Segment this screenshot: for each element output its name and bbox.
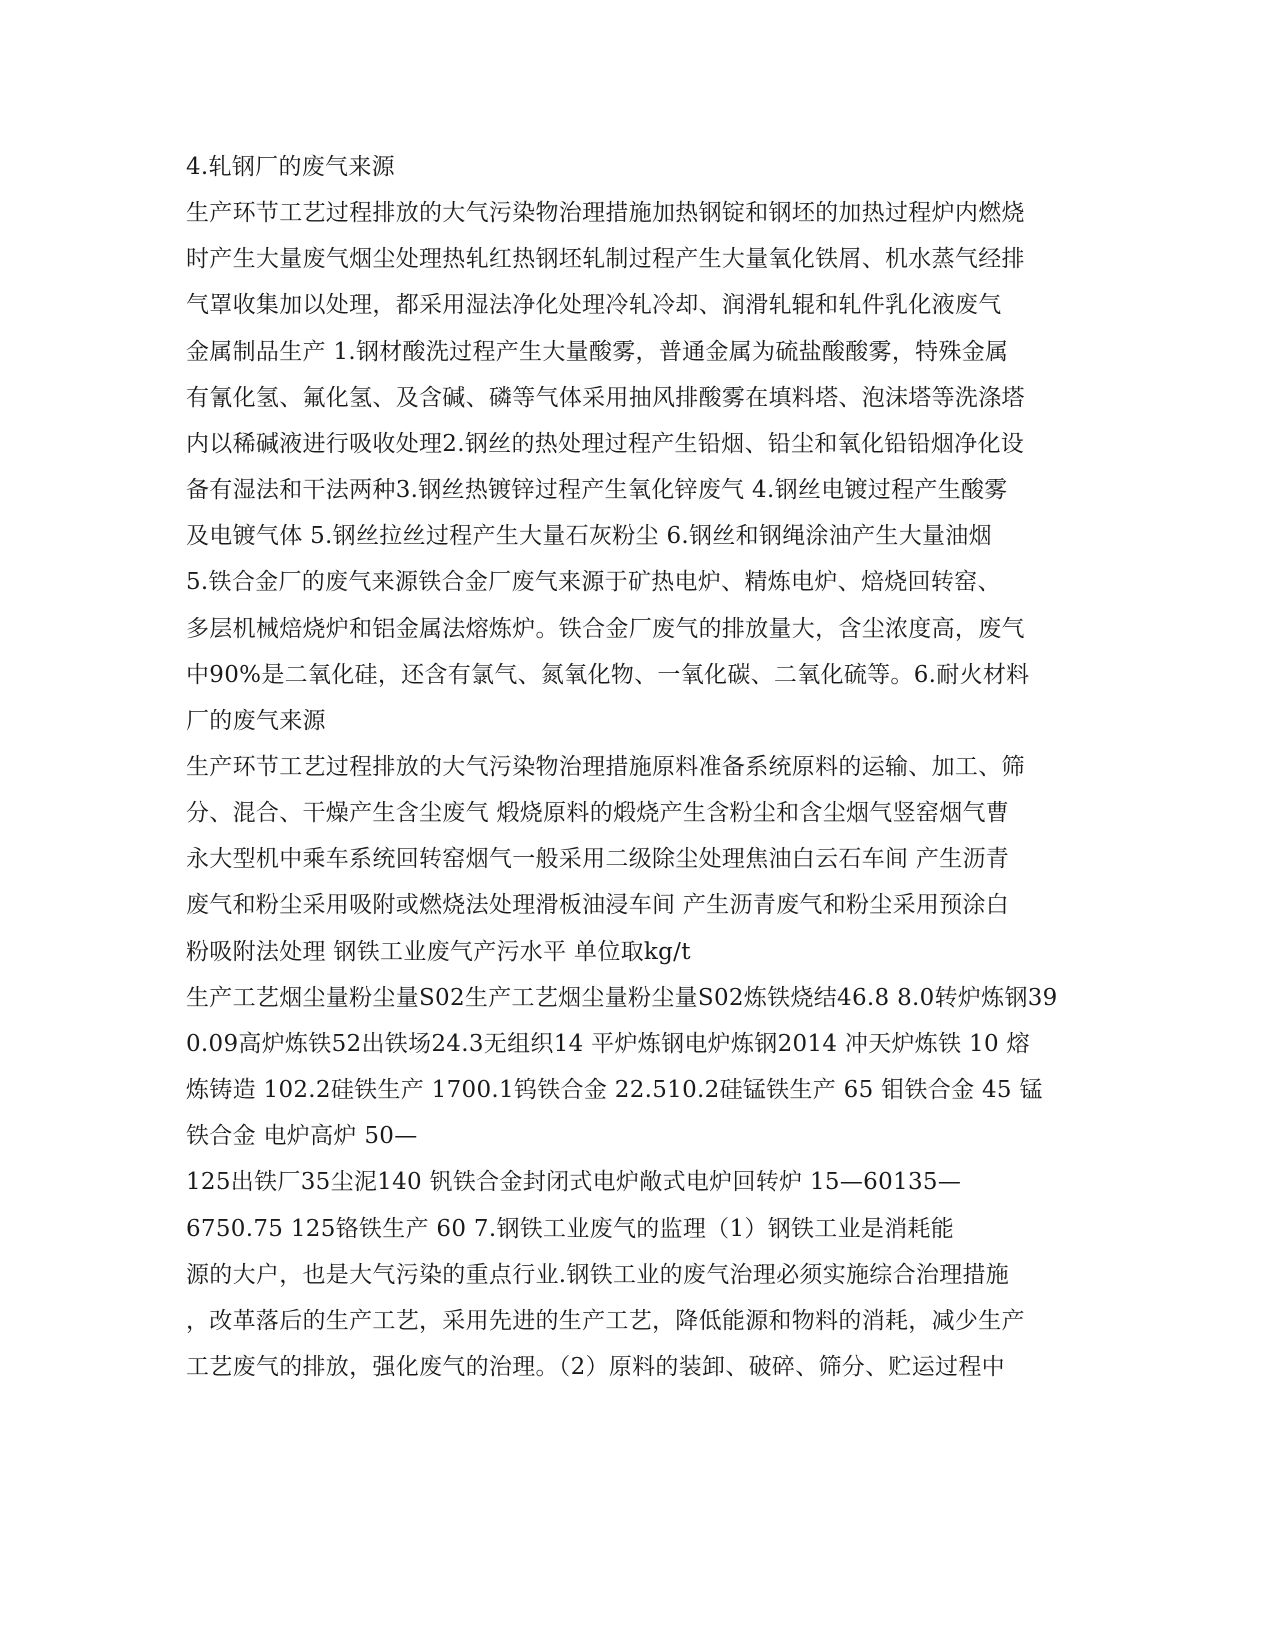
- text-line: 时产生大量废气烟尘处理热轧红热钢坯轧制过程产生大量氧化铁屑、机水蒸气经排: [186, 246, 1025, 272]
- text-line: 废气和粉尘采用吸附或燃烧法处理滑板油浸车间 产生沥青废气和粉尘采用预涂白: [186, 892, 1010, 918]
- text-line: 粉吸附法处理 钢铁工业废气产污水平 单位取kg/t: [186, 939, 691, 965]
- section-heading-rolling-mill: 4.轧钢厂的废气来源: [186, 154, 395, 180]
- text-line: 工艺废气的排放，强化废气的治理。（2）原料的装卸、破碎、筛分、贮运过程中: [186, 1354, 1005, 1380]
- text-line: 备有湿法和干法两种3.钢丝热镀锌过程产生氧化锌废气 4.钢丝电镀过程产生酸雾: [186, 477, 1008, 503]
- text-line: 及电镀气体 5.钢丝拉丝过程产生大量石灰粉尘 6.钢丝和钢绳涂油产生大量油烟: [186, 523, 992, 549]
- text-line: 多层机械焙烧炉和铝金属法熔炼炉。铁合金厂废气的排放量大，含尘浓度高，废气: [186, 616, 1025, 642]
- text-line: 炼铸造 102.2硅铁生产 1700.1钨铁合金 22.510.2硅锰铁生产 65 钼铁合金 45 锰: [186, 1077, 1043, 1103]
- text-line: 铁合金 电炉高炉 50—: [186, 1123, 418, 1149]
- text-line: 0.09高炉炼铁52出铁场24.3无组织14 平炉炼钢电炉炼钢2014 冲天炉炼铁 10 熔: [186, 1031, 1030, 1057]
- text-line: 5.铁合金厂的废气来源铁合金厂废气来源于矿热电炉、精炼电炉、焙烧回转窑、: [186, 569, 1001, 595]
- text-line: 6750.75 125铬铁生产 60 7.钢铁工业废气的监理（1）钢铁工业是消耗能: [186, 1216, 955, 1242]
- text-line: 金属制品生产 1.钢材酸洗过程产生大量酸雾，普通金属为硫盐酸酸雾，特殊金属: [186, 339, 1009, 365]
- text-line: 厂的废气来源: [186, 708, 326, 734]
- text-line: 气罩收集加以处理，都采用湿法净化处理冷轧冷却、润滑轧辊和轧件乳化液废气: [186, 292, 1002, 318]
- text-line: ，改革落后的生产工艺，采用先进的生产工艺，降低能源和物料的消耗，减少生产: [186, 1308, 1025, 1334]
- text-line: 分、混合、干燥产生含尘废气 煅烧原料的煅烧产生含粉尘和含尘烟气竖窑烟气曹: [186, 800, 1010, 826]
- text-line: 生产工艺烟尘量粉尘量S02生产工艺烟尘量粉尘量S02炼铁烧结46.8 8.0转炉炼钢39: [186, 985, 1058, 1011]
- text-line: 有氰化氢、氟化氢、及含碱、磷等气体采用抽风排酸雾在填料塔、泡沫塔等洗涤塔: [186, 385, 1025, 411]
- text-line: 125出铁厂35尘泥140 钒铁合金封闭式电炉敞式电炉回转炉 15—60135—: [186, 1169, 962, 1195]
- text-line: 中90%是二氧化硅，还含有氯气、氮氧化物、一氧化碳、二氧化硫等。6.耐火材料: [186, 662, 1030, 688]
- text-line: 永大型机中乘车系统回转窑烟气一般采用二级除尘处理焦油白云石车间 产生沥青: [186, 846, 1010, 872]
- text-line: 内以稀碱液进行吸收处理2.钢丝的热处理过程产生铅烟、铅尘和氧化铅铅烟净化设: [186, 431, 1025, 457]
- text-line: 源的大户，也是大气污染的重点行业.钢铁工业的废气治理必须实施综合治理措施: [186, 1262, 1010, 1288]
- text-line: 生产环节工艺过程排放的大气污染物治理措施原料准备系统原料的运输、加工、筛: [186, 754, 1025, 780]
- text-line: 生产环节工艺过程排放的大气污染物治理措施加热钢锭和钢坯的加热过程炉内燃烧: [186, 200, 1025, 226]
